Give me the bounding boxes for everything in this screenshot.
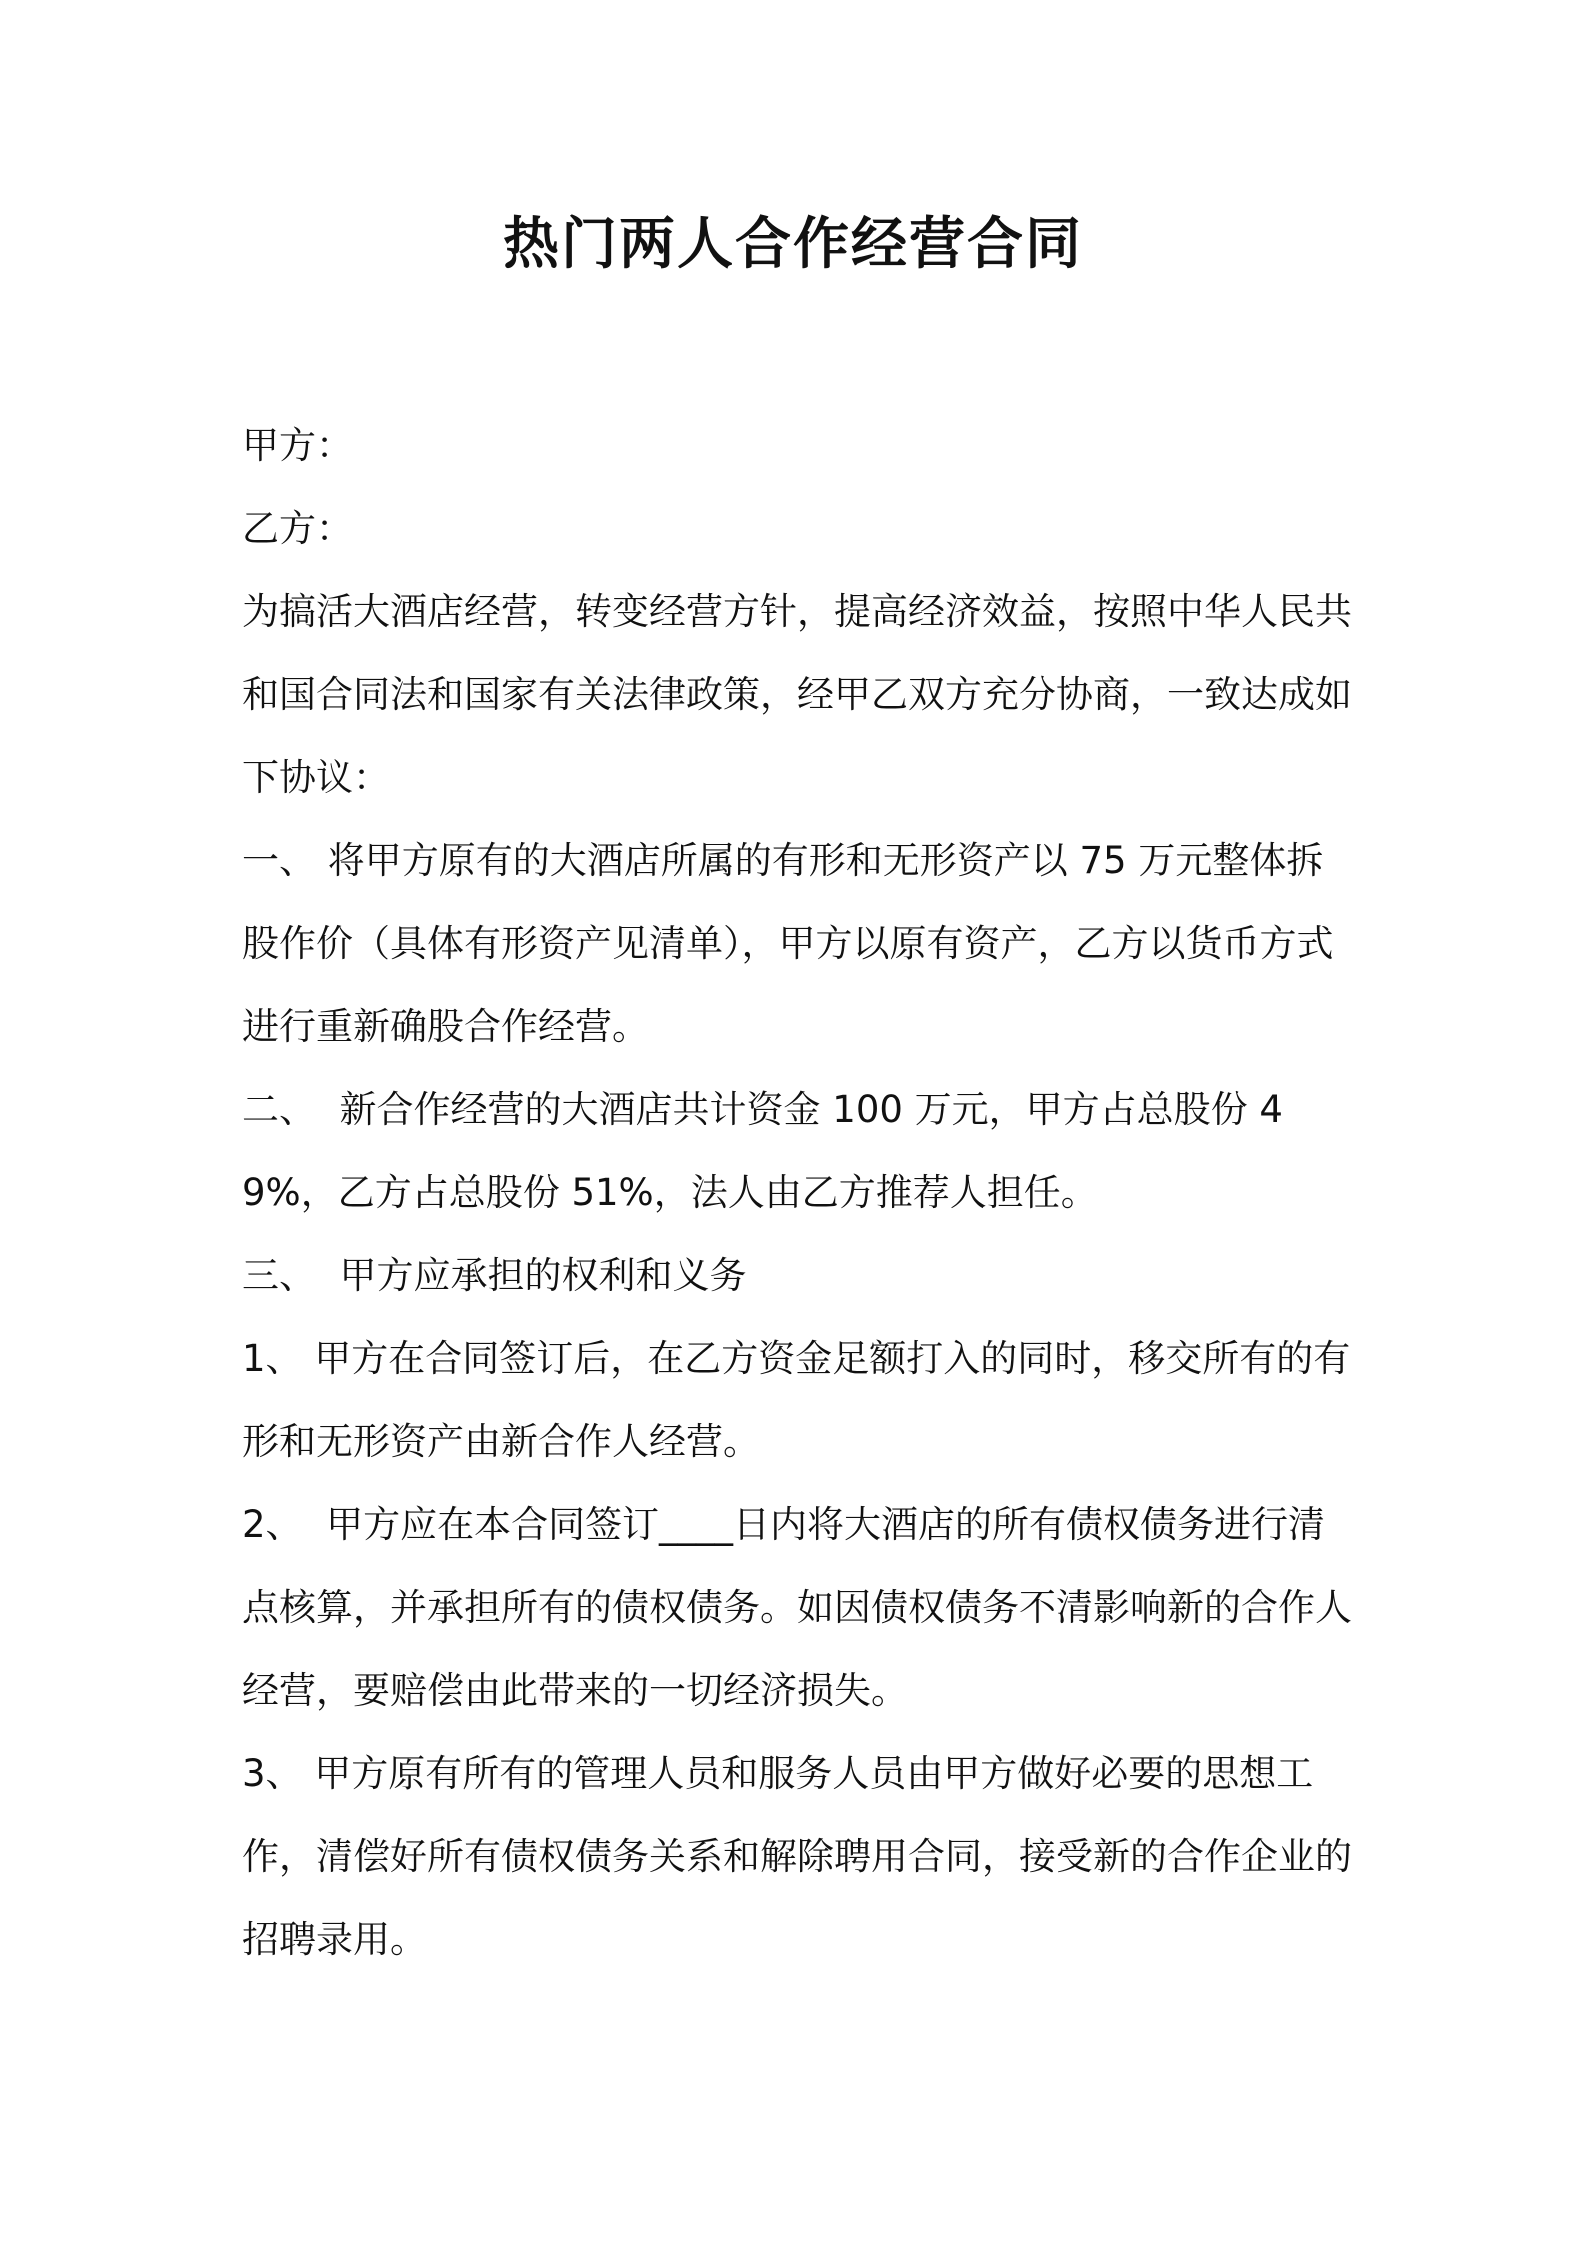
party-a-label: 甲方：: [242, 424, 353, 467]
document-body: [242, 404, 1352, 1981]
document-title: 热门两人合作经营合同: [503, 212, 1083, 277]
clause-3-item-1: 1、 甲方在合同签订后，在乙方资金足额打入的同时，移交所有的有形和无形资产由新合作人经营。: [242, 1337, 1351, 1463]
preamble-paragraph: 为搞活大酒店经营，转变经营方针，提高经济效益，按照中华人民共和国合同法和国家有关法律政策，经甲乙双方充分协商，一致达成如下协议：: [242, 590, 1352, 799]
clause-3-item-2: 2、 甲方应在本合同签订____日内将大酒店的所有债权债务进行清点核算，并承担所有的债权债务。如因债权债务不清影响新的合作人经营，要赔偿由此带来的一切经济损失。: [242, 1503, 1352, 1712]
clause-2-paragraph: 二、 新合作经营的大酒店共计资金 100 万元，甲方占总股份 49%，乙方占总股份 51%，法人由乙方推荐人担任。: [242, 1088, 1283, 1214]
clause-1-paragraph: 一、 将甲方原有的大酒店所属的有形和无形资产以 75 万元整体拆股作价（具体有形资产见清单），甲方以原有资产，乙方以货币方式进行重新确股合作经营。: [242, 839, 1334, 1048]
clause-3-item-3: 3、 甲方原有所有的管理人员和服务人员由甲方做好必要的思想工作，清偿好所有债权债务关系和解除聘用合同，接受新的合作企业的招聘录用。: [242, 1752, 1352, 1961]
party-b-label: 乙方：: [242, 507, 353, 550]
clause-3-heading: 三、 甲方应承担的权利和义务: [242, 1254, 747, 1297]
